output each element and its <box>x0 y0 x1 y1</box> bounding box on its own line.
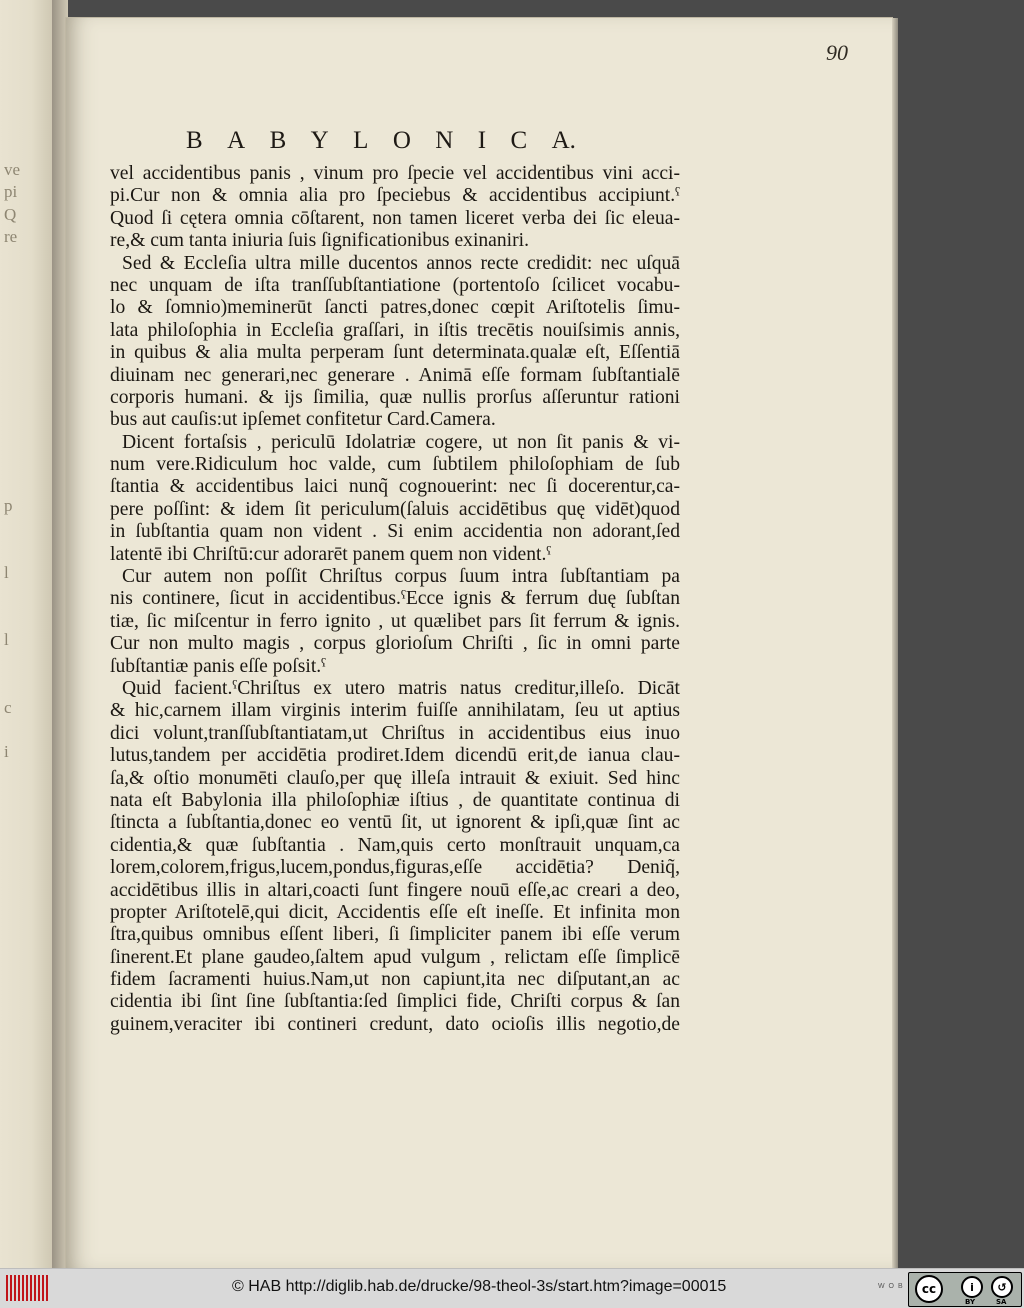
text-line: Cur autem non poſſit Chriſtus corpus ſuum intra ſubſtantiam pa <box>122 566 680 588</box>
previous-leaf-glyph: re <box>4 227 18 247</box>
text-line: diuinam nec generari,nec generare . Animā eſſe formam ſubſtantialē <box>110 364 680 386</box>
previous-leaf-glyph: pi <box>4 182 18 202</box>
share-alike-icon: ↺ <box>991 1276 1013 1298</box>
text-line: pi.Cur non & omnia alia pro ſpeciebus & accidentibus accipiunt.ˁ <box>110 185 680 207</box>
text-line: vel accidentibus panis , vinum pro ſpecie vel accidentibus vini acci- <box>110 163 680 184</box>
text-line: accidētibus illis in altari,coacti ſunt fingere nouū eſſe,ac creari a deo, <box>110 879 680 901</box>
viewer-footer <box>0 1268 1024 1308</box>
text-line: nec unquam de iſta tranſſubſtantiatione (portentoſo ſcilicet vocabu- <box>110 274 680 296</box>
running-head-letter: L <box>353 127 369 154</box>
text-line: bus aut cauſis:ut ipſemet confitetur Card.Camera. <box>110 409 496 431</box>
previous-leaf-glyph: Q <box>4 204 17 224</box>
text-line: cidentia ibi ſint ſine ſubſtantia:ſed ſimplici fide, Chriſti corpus & ſan <box>110 991 680 1013</box>
text-line: guinem,veraciter ibi contineri credunt, dato ocioſis illis negotio,de <box>110 1013 680 1035</box>
text-line: propter Ariſtotelē,qui dicit, Accidentis eſſe eſt ineſſe. Et infinita mon <box>110 901 680 923</box>
text-line: nata eſt Babylonia illa philoſophiæ iſtius , de quantitate continua di <box>110 789 680 811</box>
text-line: lata philoſophia in Eccleſia graſſari, in iſtis trecētis nouiſsimis annis, <box>110 319 680 341</box>
running-head-letter: I <box>477 127 487 154</box>
text-line: corporis humani. & ijs ſimilia, quæ nullis prorſus aſſeruntur rationi <box>110 386 680 408</box>
text-line: re,& cum tanta iniuria ſuis ſignificationibus exinaniri. <box>110 230 529 252</box>
text-line: lorem,colorem,frigus,lucem,pondus,figuras,eſſe accidētia? Deniq̃, <box>110 857 680 879</box>
text-line: latentē ibi Chriſtū:cur adorarēt panem quem non vident.ˁ <box>110 543 552 565</box>
text-line: lutus,tandem per accidētia prodiret.Idem dicendū erit,de ianua clau- <box>110 745 680 767</box>
text-line: lo & ſomnio)meminerūt ſancti patres,donec cœpit Ariſtotelis ſimu- <box>110 297 680 319</box>
wob-mark: W O B <box>878 1283 904 1290</box>
previous-leaf-glyph: c <box>4 697 12 717</box>
text-line: & hic,carnem illam virginis interim fuiſſe annihilatam, ſeu ut aptius <box>110 700 680 722</box>
running-head-letter: B <box>269 127 287 154</box>
body-text <box>110 163 680 1036</box>
previous-leaf-glyph: l <box>4 630 9 650</box>
previous-leaf-glyph: i <box>4 742 9 762</box>
cc-license-badge[interactable] <box>908 1272 1022 1307</box>
text-line: cidentia,& quæ ſubſtantia . Nam,quis certo monſtrauit unquam,ca <box>110 834 680 856</box>
running-head-letter: N <box>435 127 454 154</box>
previous-leaf-glyph: ve <box>4 160 21 179</box>
previous-leaf-edge <box>0 0 52 1268</box>
text-line: ſinerent.Et plane gaudeo,ſaltem apud vulgum , relictam eſſe ſimplicē <box>110 946 680 968</box>
text-line: Sed & Eccleſia ultra mille ducentos annos recte credidit: nec uſquā <box>122 252 680 274</box>
cc-sa-label: SA <box>996 1298 1007 1306</box>
text-line: ſubſtantiæ panis eſſe poſsit.ˁ <box>110 655 327 677</box>
text-line: fidem ſacramenti huius.Nam,ut non capiunt,ita nec diſputant,an ac <box>110 969 680 991</box>
previous-leaf-glyph: p <box>4 496 13 515</box>
running-head-letter: B <box>186 127 203 154</box>
text-line: dici volunt,tranſſubſtantiatam,ut Chriſtus in accidentibus eius inuo <box>110 722 680 744</box>
text-line: in quibus & alia multa perperam ſunt determinata.qualæ eſt, Eſſentiā <box>110 342 680 364</box>
text-line: Dicent fortaſsis , periculū Idolatriæ cogere, ut non ſit panis & vi- <box>122 431 680 453</box>
copyright-link[interactable]: © HAB http://diglib.hab.de/drucke/98-theol-3s/start.htm?image=00015 <box>232 1278 727 1295</box>
text-line: ſa,& oſtio monumēti clauſo,per quę illeſa intrauit & exiuit. Sed hinc <box>110 767 680 789</box>
text-line: ſtincta a ſubſtantia,donec eo ventū ſit, ut ignorent & ipſi,quæ ſint ac <box>110 812 680 834</box>
previous-leaf-glyph: l <box>4 563 9 583</box>
running-head-letter: C <box>510 127 528 154</box>
hab-logo-icon[interactable] <box>6 1275 50 1301</box>
text-line: nis continere, ſicut in accidentibus.ˁEcce ignis & ferrum duę ſubſtan <box>110 588 680 610</box>
text-line: Quid facient.ˁChriſtus ex utero matris natus creditur,illeſo. Dicāt <box>122 677 680 699</box>
running-head-letter: O <box>392 127 411 154</box>
text-line: in ſubſtantia quam non vident . Si enim accidentia non adorant,ſed <box>110 521 680 543</box>
text-line: ſtantia & accidentibus laici nunq̃ cognouerint: nec ſi docerentur,ca- <box>110 476 680 498</box>
running-head <box>186 127 576 155</box>
attribution-icon: i <box>961 1276 983 1298</box>
text-line: ſtra,quibus omnibus eſſent liberi, ſi ſimpliciter panem ibi eſſe verum <box>110 924 680 946</box>
running-head-letter: A. <box>551 127 576 154</box>
running-head-letter: Y <box>310 127 329 154</box>
text-line: Cur non multo magis , corpus glorioſum Chriſti , ſic in omni parte <box>110 633 680 655</box>
page-edge <box>892 18 898 1268</box>
creative-commons-icon: cc <box>915 1275 943 1303</box>
text-line: tiæ, ſic miſcentur in ferro ignito , ut quælibet pars ſit ferrum & ignis. <box>110 610 680 632</box>
cc-by-label: BY <box>965 1298 976 1306</box>
text-line: num vere.Ridiculum hoc valde, cum ſubtilem philoſophiam de ſub <box>110 454 680 476</box>
text-line: Quod ſi cętera omnia cōſtarent, non tamen liceret verba dei ſic eleua- <box>110 207 680 229</box>
folio-number: 90 <box>826 40 848 65</box>
running-head-letter: A <box>227 127 246 154</box>
text-line: pere poſſint: & idem ſit periculum(ſaluis accidētibus quę vidēt)quod <box>110 498 680 520</box>
